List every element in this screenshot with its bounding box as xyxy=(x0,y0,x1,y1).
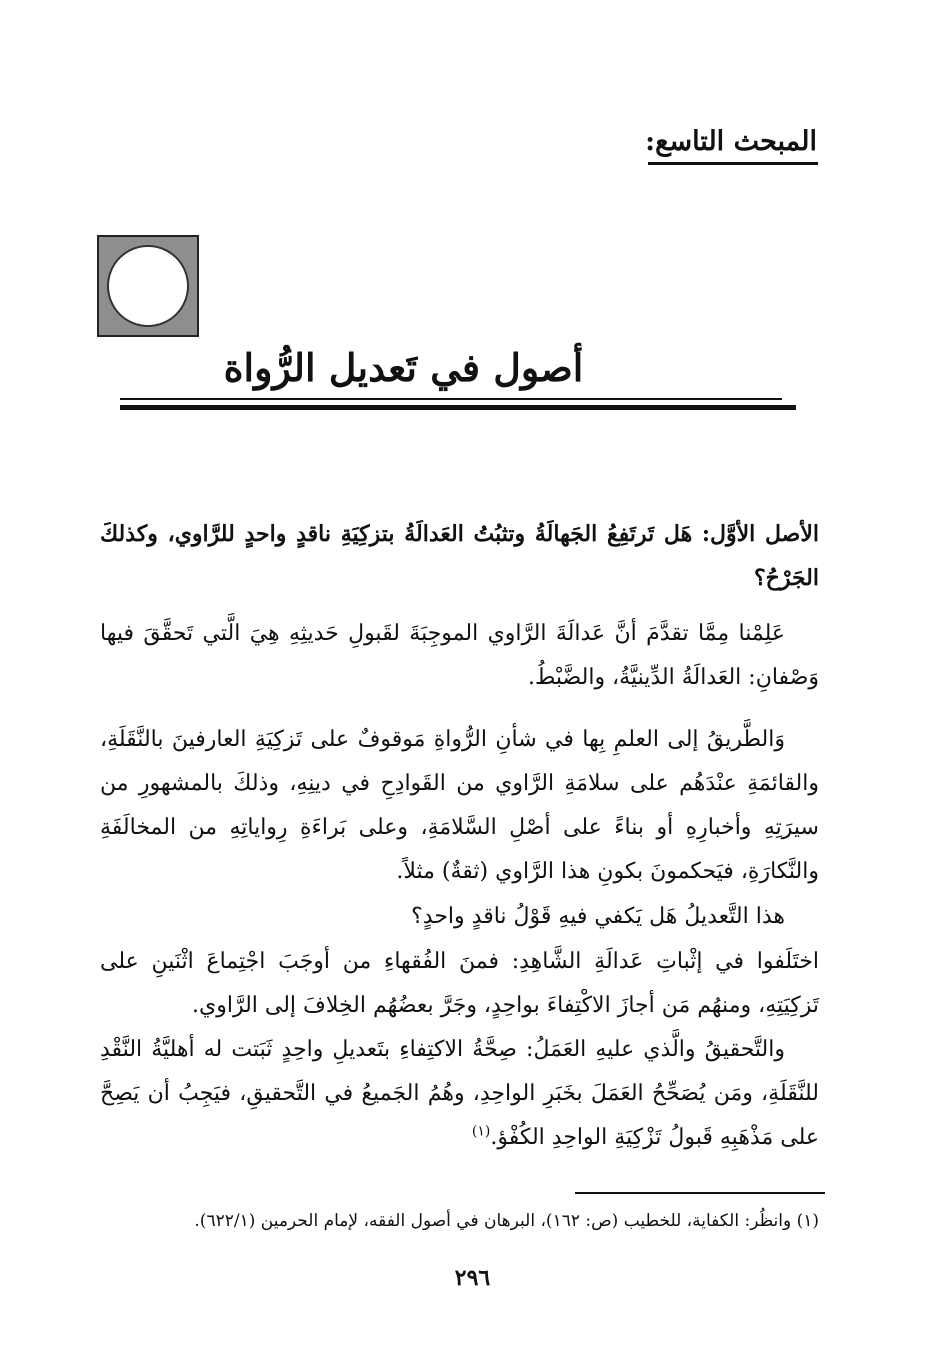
title-rule-thin xyxy=(120,398,782,400)
ornament-frame-icon xyxy=(97,235,199,337)
paragraph-2: وَالطَّريقُ إلى العلمِ بِها في شأنِ الرُّواةِ مَوقوفٌ على تَزكِيَةِ العارفينَ بالنَّقَلَةِ، والقائمَةِ عنْدَهُم على سلامَةِ الرَّاوي من القَوادِحِ في دينِهِ، وذلكَ بالمشهورِ من سيرَتِهِ وأخبارِهِ أو بناءً على أصْلِ السَّلامَةِ، وعلى بَراءَةِ رِواياتِهِ من المخالَفَةِ والنَّكارَةِ، فيَحكمونَ بكونِ هذا الرَّاوي (ثقةٌ) مثلاً. xyxy=(100,727,819,884)
ornament-circle xyxy=(107,245,189,327)
footnote: (١) وانظُر: الكفاية، للخطيب (ص: ١٦٢)، البرهان في أصول الفقه، لإمام الحرمين (٦٢٢/١). xyxy=(194,1211,819,1231)
title-rule-thick xyxy=(120,405,796,410)
paragraph-5-text: والتَّحقيقُ والَّذي عليهِ العَمَلُ: صِحَّةُ الاكتِفاءِ بتَعديلِ واحِدٍ ثَبَتت له أهليَّةُ النَّقْدِ للنَّقَلَةِ، ومَن يُصَحِّحُ العَمَلَ بخَبَرِ الواحِدِ، وهُمُ الجَميعُ في التَّحقيقِ، فيَجِبُ أن يَصِحَّ على مَذْهَبِهِ قَبولُ تَزْكِيَةِ الواحِدِ الكُفْؤ. xyxy=(100,1037,819,1150)
paragraph-5 xyxy=(100,1028,819,1160)
paragraph-1: عَلِمْنا مِمَّا تقدَّمَ أنَّ عَدالَةَ الرَّاوي الموجِبَةَ لقَبولِ حَديثِهِ هِيَ الَّتي تَحقَّقَ فيها وَصْفانِ: العَدالَةُ الدِّينيَّةُ، والضَّبْطُ. xyxy=(100,621,819,690)
page-number: ٢٩٦ xyxy=(454,1265,491,1291)
footnote-reference[interactable]: (١) xyxy=(471,1123,491,1140)
paragraph-4: اختَلَفوا في إثْباتِ عَدالَةِ الشَّاهِدِ: فمنَ الفُقهاءِ من أوجَبَ اجْتِماعَ اثْنَينِ على تَزكِيَتِهِ، ومنهُم مَن أجازَ الاكْتِفاءَ بواحِدٍ، وجَرَّ بعضُهُم الخِلافَ إلى الرَّاوي. xyxy=(100,949,819,1018)
principle-heading: الأصل الأوَّل: هَل تَرتَفِعُ الجَهالَةُ وتثبُتُ العَدالَةُ بتزكِيَةِ ناقدٍ واحدٍ للرَّاوي، وكذلكَ الجَرْحُ؟ xyxy=(100,521,819,591)
paragraph-3: هذا التَّعديلُ هَل يَكفي فيهِ قَوْلُ ناقدٍ واحدٍ؟ xyxy=(411,904,785,929)
chapter-title: أصول في تَعديل الرُّواة xyxy=(223,345,584,390)
section-label-underline xyxy=(648,162,818,165)
section-label: المبحث التاسع: xyxy=(645,126,817,157)
footnote-separator xyxy=(575,1192,825,1194)
